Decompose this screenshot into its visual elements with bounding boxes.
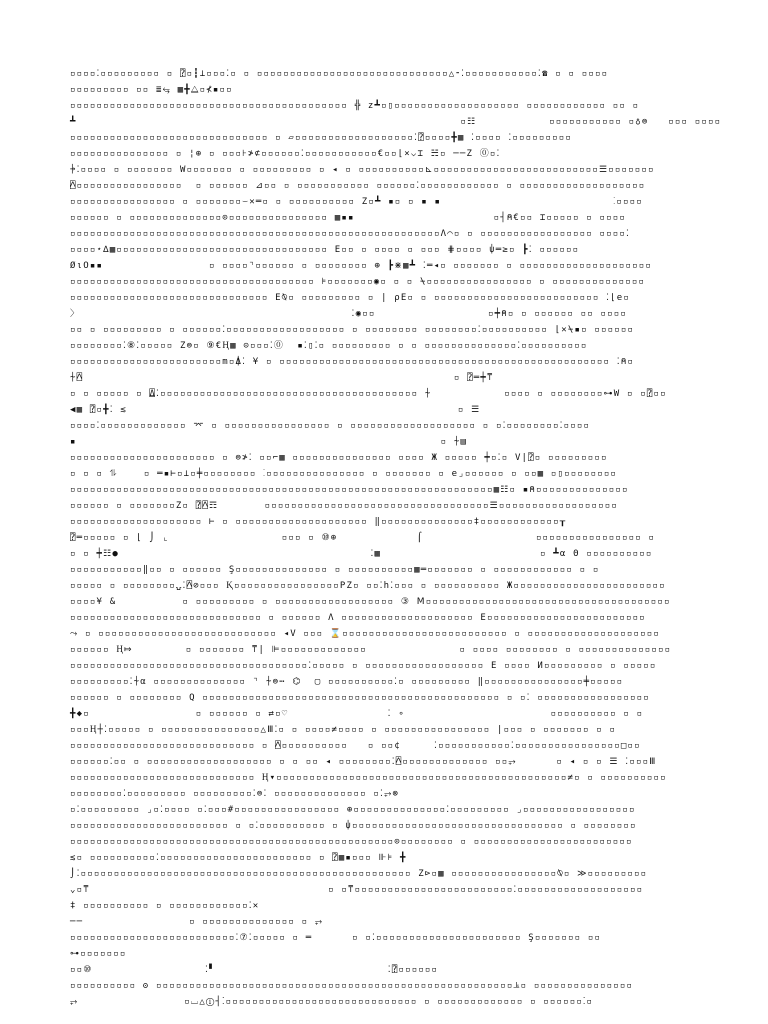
text-line: ‡ ▫▫▫▫▫▫▫▫▫▫ ▫ ▫▫▫▫▫▫▫▫▫▫▫▫⁚✕: [70, 901, 260, 911]
text-line: ▫▫▫▫▫▫▫▫▫▫▫▫▫▫▫▫▫▫▫▫▫▫▫▫▫▫▫▫▫▫ ▫ ▱▫▫▫▫▫▫▫▫▫▫▫▫▫▫▫▫▫▫⁚⍰▫▫▫▫╋▦ ⁚▫▫▫▫ ⁚▫▫▫▫▫▫▫▫▫: [70, 133, 572, 143]
text-line: ▫⁚▫▫▫▫▫▫▫▫▫ ⌟▫⁚▫▫▫▫ ▫⁚▫▫▫#▫▫▫▫▫▫▫▫▫▫▫▫▫▫▫▫ ⊕▫▫▫▫▫▫▫▫▫▫▫▫▫▫⁚▫▫▫▫▫▫▫▫▫ ⌟▫▫▫▫▫▫▫▫▫▫▫▫▫▫▫▫▫: [70, 805, 636, 815]
text-line: ▫▫▫▫▫▫▫▫▫▫▫▫▫▫▫▫▫▫▫▫▫▫▫▫▫▫▫▫▫▫▫▫▫▫▫▫▫▫▫▫▫▫▫▫▫▫▫▫▫⊙▫▫▫▫▫▫▫▫ ▫ ▫▫▫▫▫▫▫▫▫▫▫▫▫▫▫▫▫▫▫▫▫▫▫▫: [70, 837, 633, 847]
text-line: ▫▫▫▫⁚▫▫▫▫▫▫▫▫▫ ▫ ⍰▫┇⊥▫▫▫⁚▫ ▫ ▫▫▫▫▫▫▫▫▫▫▫▫▫▫▫▫▫▫▫▫▫▫▫▫▫▫▫▫▫△⁃⁚▫▫▫▫▫▫▫▫▫▫▫⁚☎ ▫ ▫ ▫▫▫▫: [70, 69, 609, 79]
text-line: ⍓▫▫▫▫▫▫▫▫▫▫▫▫▫▫▫▫ ▫ ▫▫▫▫▫▫ ⊿▫▫ ▫ ▫▫▫▫▫▫▫▫▫▫▫ ▫▫▫▫▫▫⁚▫▫▫▫▫▫▫▫▫▫▫▫ ▫ ▫▫▫▫▫▫▫▫▫▫▫▫▫▫▫▫▫▫▫: [70, 181, 646, 191]
text-line: ⍆⁚▫▫▫▫ ▫ ▫▫▫▫▫▫▫ W▫▫▫▫▫▫▫ ▫ ▫▫▫▫▫▫▫▫▫ ▫ ◂ ▫ ▫▫▫▫▫▫▫▫▫▫⊾▫▫▫▫▫▫▫▫▫▫▫▫▫▫▫▫▫▫▫▫▫▫▫▫▫☰▫▫▫▫▫▫▫: [70, 165, 655, 175]
text-line: ▫▫▫▫▫▫▫▫▫▫▫▫▫▫▫▫▫▫▫▫▫▫▫▫▫⁚⑦⁚▫▫▫▫▫ ▫ ═ ▫ ▫⁚▫▫▫▫▫▫▫▫▫▫▫▫▫▫▫▫▫▫▫▫▫▫ Ş▫▫▫▫▫▫▫ ▫▫: [70, 933, 602, 943]
text-line: ▫▫▫▫▫▫▫▫▫▫ ʘ ▫▫▫▫▫▫▫▫▫▫▫▫▫▫▫▫▫▫▫▫▫▫▫▫▫▫▫▫▫▫▫▫▫▫▫▫▫▫▫▫▫▫▫▫▫▫▫▫▫▫▫▫▫▫⫡▫ ▫▫▫▫▫▫▫▫▫▫▫▫▫▫▫: [70, 981, 634, 991]
text-line: ▫ ▫ ┿☷● ⁚▦ ▫ ┻α Θ ▫▫▫▫▫▫▫▫▫▫: [70, 549, 653, 559]
text-line: ▫▫▫▫▫▫▫▫▫▫▫▫▫▫▫▫▫▫▫▫▫▫▫▫ ▫ ▫⁚▫▫▫▫▫▫▫▫▫▫ ▫ ⍦▫▫▫▫▫▫▫▫▫▫▫▫▫▫▫▫▫▫▫▫▫▫▫▫▫▫▫▫▫▫▫▫ ▫ ▫▫▫▫▫▫▫▫: [70, 821, 637, 831]
text-line: ▫▫▫▫▫▫▫▫▫▫▫‖▫▫ ▫ ▫▫▫▫▫▫ Ş▫▫▫▫▫▫▫▫▫▫▫▫▫▫ ▫ ▫▫▫▫▫▫▫▫▫▫▦═▫▫▫▫▫▫▫ ▫ ▫▫▫▫▫▫▫▫▫▫▫▫ ▫ ▫: [70, 565, 600, 575]
text-line: ▫▫▫▫⋆∆▦▫▫▫▫▫▫▫▫▫▫▫▫▫▫▫▫▫▫▫▫▫▫▫▫▫▫▫▫▫▫▫▫ E▫▫ ▫ ▫▫▫▫ ▫ ▫▫▫ ⋕▫▫▫▫ ⍦═≥▫ ┣⁚ ▫▫▫▫▫▫: [70, 245, 580, 255]
text-line: ⊶▫▫▫▫▫▫▫: [70, 949, 127, 959]
text-line: ▫▫▫▫▫▫▫▫▫▫▫▫▫▫▫▫▫▫▫▫▫▫▫▫▫▫▫▫▫▫▫▫▫▫▫▫▫▫▫▫▫▫ ╬ z┻▫▯▫▫▫▫▫▫▫▫▫▫▫▫▫▫▫▫▫▫▫ ▫▫▫▫▫▫▫▫▫▫▫▫ ▫▫ ▫: [70, 101, 640, 111]
text-line: ▫▫▫▫▫▫ ▫ ▫▫▫▫▫▫▫Z▫ ⍰⍓☶ ▫▫▫▫▫▫▫▫▫▫▫▫▫▫▫▫▫▫▫▫▫▫▫▫▫▫▫▫▫▫▫▫▫▫☰▫▫▫▫▫▫▫▫▫▫▫▫▫▫▫▫▫▫: [70, 501, 619, 511]
text-line: ⥅ ▫⌴△①┤⁚▫▫▫▫▫▫▫▫▫▫▫▫▫▫▫▫▫▫▫▫▫▫▫▫▫▫▫▫▫ ▫ ▫▫▫▫▫▫▫▫▫▫▫▫▫ ▫ ▫▫▫▫▫▫⁚▫: [70, 997, 594, 1007]
text-line: ▫▫▫▫¥ & ▫ ▫▫▫▫▫▫▫▫▫ ▫ ▫▫▫▫▫▫▫▫▫▫▫▫▫▫▫▫▫▫ ③ Ⅿ▫▫▫▫▫▫▫▫▫▫▫▫▫▫▫▫▫▫▫▫▫▫▫▫▫▫▫▫▫▫▫▫▫▫▫▫▫: [70, 597, 671, 607]
text-line: ▫▫▫▫▫▫▫▫▫▫▫▫▫▫▫▫▫▫▫▫▫▫▫▫▫▫▫▫▫▫▫▫▫▫▫▫▫ ⊧▫▫▫▫▫▫▫◉▫ ▫ ▫ ⍀▫▫▫▫▫▫▫▫▫▫▫▫▫▫▫▫ ▫ ▫▫▫▫▫▫▫▫▫▫▫▫▫▫: [70, 277, 646, 287]
text-line: ▫▫▫▫▫▫▫▫▫▫▫▫▫▫▫▫▫▫▫▫▫▫▫▫▫▫▫▫▫▫ E⍉▫ ▫▫▫▫▫▫▫▫▫ ▫ ∣ ρE▫ ▫ ▫▫▫▫▫▫▫▫▫▫▫▫▫▫▫▫▫▫▫▫▫▫▫▫▫ ⁚⌊e▫: [70, 293, 631, 303]
text-line: ▪ ▫ ⍭▤: [70, 437, 468, 447]
text-line: ▫▫▫▫▫▫▫▫▫▫▫▫▫▫▫▫▫▫▫▫▫▫▫▫▫▫▫▫▫▫▫▫▫▫▫▫▫▫▫▫▫▫▫▫▫▫▫▫▫▫▫▫▫▫▫▫▫▫▫▫▫▫▫▫▦☷▫ ▪⍝▫▫▫▫▫▫▫▫▫▫▫▫▫▫: [70, 485, 629, 495]
text-line: ▫ ▫ ▫▫▫▫▫ ▫ ⍍⁚▫▫▫▫▫▫▫▫▫▫▫▫▫▫▫▫▫▫▫▫▫▫▫▫▫▫▫▫▫▫▫▫▫▫▫▫▫▫▫ ⍭ ▫▫▫▫ ▫ ▫▫▫▫▫▫▫▫⊶W ▫ ▫⍰▫▫: [70, 389, 667, 399]
text-line: ▫▫ ▫ ▫▫▫▫▫▫▫▫▫ ▫ ▫▫▫▫▫▫⁚▫▫▫▫▫▫▫▫▫▫▫▫▫▫▫▫▫▫ ▫ ▫▫▫▫▫▫▫▫ ▫▫▫▫▫▫▫▫⁚▫▫▫▫▫▫▫▫▫▫ ⌊✕⍀▪▫ ▫▫▫▫▫▫: [70, 325, 635, 335]
text-line: ▫▫▫▫▫▫▫▫▫▫▫▫▫▫▫▫▫▫▫▫▫▫▫▫▫▫▫▫ ▫ ⍓▫▫▫▫▫▫▫▫▫▫ ▫ ▫▫¢ ⁚▫▫▫▫▫▫▫▫▫▫▫⁚▫▫▫▫▫▫▫▫▫▫▫▫▫▫▫▫□▫▫: [70, 741, 641, 751]
text-line: ▫▫▫▫▫ ▫ ▫▫▫▫▫▫▫▫⍽⁚⍓⊘▫▫▫ Ⱪ▫▫▫▫▫▫▫▫▫▫▫▫▫▫▫▫PZ▫ ▫▫⁚h⁚▫▫▫ ▫ ▫▫▫▫▫▫▫▫▫▫ Ж▫▫▫▫▫▫▫▫▫▫▫▫▫▫▫▫▫▫▫▫▫▫▫: [70, 581, 666, 591]
text-line: ▫▫▫▫▫▫▫▫▫⁚⍭α ▫▫▫▫▫▫▫▫▫▫▫▫▫▫ ⌝ ⍭⊜⋯ ⌬ ▢ ▫▫▫▫▫▫▫▫▫▫⁚▫ ▫▫▫▫▫▫▫▫▫ ‖▫▫▫▫▫▫▫▫▫▫▫▫▫▫▫╪▫▫▫▫▫: [70, 677, 624, 687]
text-line: Ø⍳O▪▪ ▫ ▫▫▫▫⌝▫▫▫▫▫▫ ▫ ▫▫▫▫▫▫▫▫ ⊕ ┣⋇▦┻ ⁚═◂▫ ▫▫▫▫▫▫▫ ▫ ▫▫▫▫▫▫▫▫▫▫▫▫▫▫▫▫▫▫▫▫: [70, 261, 652, 271]
text-line: ▫▫▫▫▫▫▫▫▫▫▫▫▫▫▫ ▫ ¦⊕ ▫ ▫▫▫⊦≯⊄▫▫▫▫▫▫⁚▫▫▫▫▫▫▫▫▫▫▫€▫▫⌊×⌵⌶ ☵▫ ──Z ⓪▫⁚: [70, 149, 501, 159]
text-line: ▫▫▫▫⁚▫▫▫▫▫▫▫▫▫▫▫▫▫ ⌤ ▫ ▫▫▫▫▫▫▫▫▫▫▫▫▫▫▫▫ ▫ ▫▫▫▫▫▫▫▫▫▫▫▫▫▫▫▫▫▫▫ ▫ ▫⁚▫▫▫▫▫▫▫▫⁚▫▫▫▫: [70, 421, 591, 431]
text-line: ▫▫▫▫▫▫▫▫▫▫▫▫▫▫▫▫▫▫▫▫▫▫▫▫▫▫▫▫ Ⱨ▾▫▫▫▫▫▫▫▫▫▫▫▫▫▫▫▫▫▫▫▫▫▫▫▫▫▫▫▫▫▫▫▫▫▫▫▫▫▫▫▫▫▫▫▫≠▫ ▫ ▫▫▫▫▫▫▫▫▫▫: [70, 773, 667, 783]
text-line: ≲▫ ▫▫▫▫▫▫▫▫▫▫⁚▫▫▫▫▫▫▫▫▫▫▫▫▫▫▫▫▫▫▫▫▫▫▫ ▫ ⍰▦▪▫▫▫ ⊪⊧ ╋: [70, 853, 407, 863]
text-line: ── ▫ ▫▫▫▫▫▫▫▫▫▫▫▫▫▫ ▫ ⥅: [70, 917, 324, 927]
text-line: ▫▫▫▫▫▫ Ⱨ⤇ ▫ ▫▫▫▫▫▫▫ ⍑∣ ⊫▫▫▫▫▫▫▫▫▫▫▫▫▫ ▫ ▫▫▫▫ ▫▫▫▫▫▫▫▫ ▫ ▫▫▫▫▫▫▫▫▫▫▫▫▫▫: [70, 645, 672, 655]
text-line: ▫▫▫▫▫▫⁚▫▫ ▫ ▫▫▫▫▫▫▫▫▫▫▫▫▫▫▫▫▫▫▫ ▫ ▫ ▫▫ ◂ ▫▫▫▫▫▫▫▫⁚⍓▫▫▫▫▫▫▫▫▫▫▫▫▫ ▫▫⥅ ▫ ◂ ▫ ▫ ☰ ⁚▫▫▫Ⅲ: [70, 757, 657, 767]
text-line: ▫▫▫▫▫▫▫▫▫ ▫▫ ≣⥃ ▦╋⧋▫⊀▪▫▫: [70, 85, 233, 95]
text-line: ▫▫▫▫▫▫▫▫▫▫▫▫▫▫▫▫▫▫▫▫ ⊢ ▫ ▫▫▫▫▫▫▫▫▫▫▫▫▫▫▫▫▫▫▫▫ ‖▫▫▫▫▫▫▫▫▫▫▫▫▫▫‡▫▫▫▫▫▫▫▫▫▫▫▫┰: [70, 517, 567, 527]
document-page: [70, 66, 722, 1007]
text-line: 〉 ⁚◉▫▫ ▫┿⍝▫ ▫ ▫▫▫▫▫▫ ▫▫ ▫▫▫▫: [70, 309, 627, 319]
text-line: ▫▫▫▫▫▫ ▫ ▫▫▫▫▫▫▫▫▫▫▫▫▫▫⊙▫▫▫▫▫▫▫▫▫▫▫▫▫▫▫ ▦▪▪ ▫┤⍝€▫▫ ⌶▫▫▫▫▫ ▫ ▫▫▫▫: [70, 213, 626, 223]
text-line: ▫ ▫ ▫ ⥮ ▫ ═▪⊢▫⊥▫╪▫▫▫▫▫▫▫▫ ⁚▫▫▫▫▫▫▫▫▫▫▫▫▫▫▫ ▫ ▫▫▫▫▫▫▫ ▫ e⌟▫▫▫▫▫▫ ▫ ▫▫▦ ▫▯▫▫▫▫▫▫▫▫: [70, 469, 618, 479]
text-line: ▫▫▫▫▫▫▫▫▫▫▫▫▫▫▫▫▫▫▫▫▫▫▫▫▫▫▫▫▫▫▫▫▫▫▫▫▫▫▫▫▫▫▫▫▫▫▫▫▫▫▫▫▫▫▫▫Λ⌒▫ ▫ ▫▫▫▫▫▫▫▫▫▫▫▫▫▫▫▫▫ ▫▫▫▫⁚: [70, 229, 631, 239]
text-line: ▫▫▫▫▫▫▫▫▫▫▫▫▫▫▫▫▫▫▫▫▫▫▫▫▫▫▫▫▫▫▫▫▫▫▫▫⁚▫▫▫▫▫ ▫ ▫▫▫▫▫▫▫▫▫▫▫▫▫▫▫▫▫▫ E ▫▫▫▫ И▫▫▫▫▫▫▫▫▫ ▫ ▫▫▫▫▫: [70, 661, 657, 671]
text-line: ▫▫▫Ⱨ┼⁚▫▫▫▫▫ ▫ ▫▫▫▫▫▫▫▫▫▫▫▫▫▫▫△Ⅲ⁚▫ ▫ ▫▫▫▫≠▫▫▫▫ ▫ ▫▫▫▫▫▫▫▫▫▫▫▫▫▫▫▫ ∣▫▫▫ ▫ ▫▫▫▫▫▫▫ ▫ ▫: [70, 725, 617, 735]
text-line: ▫▫▫▫▫▫ ▫ ▫▫▫▫▫▫▫▫ Q ▫▫▫▫▫▫▫▫▫▫▫▫▫▫▫▫▫▫▫▫▫▫▫▫▫▫▫▫▫▫▫▫▫▫▫▫▫▫▫▫▫▫▫▫▫ ▫ ▫⁚ ▫▫▫▫▫▫▫▫▫▫▫▫▫▫▫▫▫: [70, 693, 650, 703]
text-line: ▫▫▫▫▫▫▫▫▫▫▫▫▫▫▫▫ ▫ ▫▫▫▫▫▫▫⌣✕═▫ ▫ ▫▫▫▫▫▫▫▫▫▫ Z▫┻ ▪▫ ▫ ▪ ▪ ⁚▫▫▫▫: [70, 197, 643, 207]
text-line: ⌄▫⍑ ▫ ▫⍑▫▫▫▫▫▫▫▫▫▫▫▫▫▫▫▫▫▫▫▫▫▫▫▫⁚▫▫▫▫▫▫▫▫▫▫▫▫▫▫▫▫▫▫▫: [70, 885, 644, 895]
text-line: ⍰═▫▫▫▫▫ ▫ ⌊ ⌡ ⌞ ▫▫▫ ▫ ⑩⊕ ⌠ ▫▫▫▫▫▫▫▫▫▫▫▫▫▫▫▫ ▫: [70, 533, 656, 543]
text-line: ◀▦ ⍰▫╋⁚ ≲ ▫ ☰: [70, 405, 481, 415]
text-line: ┻ ▫☷ ▫▫▫▫▫▫▫▫▫▫▫ ▫♁⊜ ▫▫▫ ▫▫▫▫: [70, 117, 722, 127]
text-line: ▫▫▫▫▫▫▫▫▫▫▫▫▫▫▫▫▫▫▫▫▫▫ ▫ ⊜≯⁚ ▫▫⌐▦ ▫▫▫▫▫▫▫▫▫▫▫▫▫▫▫ ▫▫▫▫ Ж ▫▫▫▫▫ ┿▫⁚▫ V|⍰▫ ▫▫▫▫▫▫▫▫▫: [70, 453, 608, 463]
text-line: ▫▫▫▫▫▫▫▫▫▫▫▫▫▫▫▫▫▫▫▫▫▫▫m▫⍋⁚ ¥ ▫ ▫▫▫▫▫▫▫▫▫▫▫▫▫▫▫▫▫▫▫▫▫▫▫▫▫▫▫▫▫▫▫▫▫▫▫▫▫▫▫▫▫▫▫▫▫▫▫▫▫▫ ⁚⍝▫: [70, 357, 635, 367]
text-line: ⌡⁚▫▫▫▫▫▫▫▫▫▫▫▫▫▫▫▫▫▫▫▫▫▫▫▫▫▫▫▫▫▫▫▫▫▫▫▫▫▫▫▫▫▫▫▫▫▫▫▫▫▫ Z⊳▫▦ ▫▫▫▫▫▫▫▫▫▫▫▫▫▫▫▫⍉▫ ≫▫▫▫▫▫▫▫▫▫: [70, 869, 648, 879]
text-line: ▫▫▫▫▫▫▫▫⁚⑧⁚▫▫▫▫▫ Z⊜▫ ⑨€Ⱨ▦ ⊝▫▫▫⁚⓪ ▪⁚▯⁚▫ ▫▫▫▫▫▫▫▫▫ ▫ ▫ ▫▫▫▫▫▫▫▫▫▫▫▫▫▫⁚▫▫▫▫▫▫▫▫▫▫: [70, 341, 588, 351]
text-line: ▫▫▫▫▫▫▫▫⁚▫▫▫▫▫▫▫▫▫ ▫▫▫▫▫▫▫▫▫⁚⊜⁚ ▫▫▫▫▫▫▫▫▫▫▫▫▫▫ ▫⁚⥅⊗: [70, 789, 400, 799]
text-line: ╋◆▫ ▫ ▫▫▫▫▫▫ ▫ ⇄▫♡ ⁚ ∘ ▫▫▫▫▫▫▫▫▫▫ ▫ ▫: [70, 709, 644, 719]
text-line: ▫▫▫▫▫▫▫▫▫▫▫▫▫▫▫▫▫▫▫▫▫▫▫▫▫▫▫▫▫ ▫ ▫▫▫▫▫▫ Λ ▫▫▫▫▫▫▫▫▫▫▫▫▫▫▫▫▫▫▫▫ E▫▫▫▫▫▫▫▫▫▫▫▫▫▫▫▫▫▫▫▫▫▫▫▫: [70, 613, 646, 623]
text-line: ▫▫⑩ ⁚▘ ⁚⍰▫▫▫▫▫▫: [70, 965, 439, 975]
text-line: ⤳ ▫ ▫▫▫▫▫▫▫▫▫▫▫▫▫▫▫▫▫▫▫▫▫▫▫▫▫▫▫ ◂V ▫▫▫ ⌛▫▫▫▫▫▫▫▫▫▫▫▫▫▫▫▫▫▫▫▫▫▫▫▫▫ ▫ ▫▫▫▫▫▫▫▫▫▫▫▫▫▫▫▫▫▫▫▫: [70, 629, 660, 639]
text-line: ⍭⍓ ▫ ⍰═┿⍑: [70, 373, 494, 383]
document-text: [70, 66, 722, 1010]
